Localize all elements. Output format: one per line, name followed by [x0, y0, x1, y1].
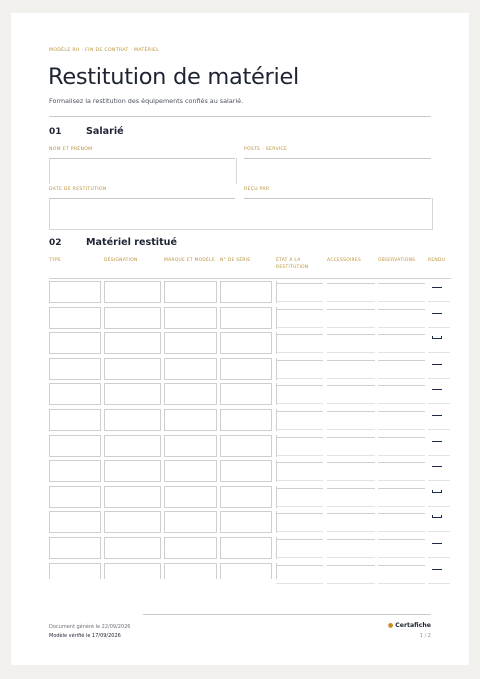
table-line-input[interactable] — [327, 283, 375, 284]
rendu-line — [428, 429, 450, 430]
table-cell-input[interactable] — [164, 281, 217, 303]
table-line-input[interactable] — [276, 309, 323, 310]
table-line-input[interactable] — [378, 557, 425, 558]
rendu-line — [428, 506, 450, 507]
table-line-input[interactable] — [276, 334, 323, 335]
table-line-input[interactable] — [378, 429, 425, 430]
table-cell-input[interactable] — [49, 281, 101, 303]
table-cell-input[interactable] — [220, 409, 272, 431]
table-cell-input[interactable] — [49, 332, 101, 354]
cell-border — [276, 383, 277, 405]
rendu-checkbox[interactable] — [432, 287, 442, 288]
column-header: ÉTAT À LA RESTITUTION — [276, 258, 309, 270]
table-line-input[interactable] — [378, 378, 425, 379]
table-cell-input[interactable] — [104, 281, 161, 303]
table-line-input[interactable] — [378, 506, 425, 507]
section-title: Salarié — [86, 126, 124, 137]
table-line-input[interactable] — [378, 385, 425, 386]
cell-border — [276, 486, 277, 508]
section-number: 02 — [49, 238, 62, 248]
field-label-recu: REÇU PAR — [244, 187, 270, 192]
table-line-input[interactable] — [327, 583, 375, 584]
table-cell-input[interactable] — [49, 409, 101, 431]
brand-name: Certafiche — [395, 622, 431, 629]
table-cell-input[interactable] — [220, 537, 272, 559]
cell-border — [276, 307, 277, 329]
table-cell-input[interactable] — [104, 486, 161, 508]
table-cell-input[interactable] — [220, 435, 272, 457]
table-cell-input[interactable] — [164, 460, 217, 482]
column-header: RENDU — [428, 258, 446, 263]
rendu-checkbox[interactable] — [432, 389, 442, 390]
table-line-input[interactable] — [276, 283, 323, 284]
cell-border — [276, 511, 277, 533]
column-header: MARQUE ET MODÈLE — [164, 258, 215, 263]
column-header: OBSERVATIONS — [378, 258, 416, 263]
rendu-checkbox-empty[interactable] — [432, 492, 442, 493]
table-line-input[interactable] — [378, 488, 425, 489]
table-line-input[interactable] — [378, 437, 425, 438]
table-line-input[interactable] — [378, 334, 425, 335]
table-cell-input[interactable] — [104, 563, 161, 579]
table-line-input[interactable] — [378, 455, 425, 456]
rendu-checkbox[interactable] — [432, 415, 442, 416]
page-title: Restitution de matériel — [48, 64, 299, 90]
table-line-input[interactable] — [327, 309, 375, 310]
page-number: 1 / 2 — [419, 633, 431, 639]
table-cell-input[interactable] — [104, 383, 161, 405]
table-cell-input[interactable] — [220, 332, 272, 354]
table-line-input[interactable] — [276, 301, 323, 302]
table-cell-input[interactable] — [49, 486, 101, 508]
table-cell-input[interactable] — [164, 409, 217, 431]
table-cell-input[interactable] — [164, 307, 217, 329]
table-line-input[interactable] — [378, 480, 425, 481]
cell-border — [276, 460, 277, 482]
table-line-input[interactable] — [378, 411, 425, 412]
table-line-input[interactable] — [327, 480, 375, 481]
rendu-checkbox[interactable] — [432, 364, 442, 365]
column-header: ACCESSOIRES — [327, 258, 362, 263]
table-cell-input[interactable] — [220, 460, 272, 482]
cell-border — [276, 563, 277, 579]
column-header: N° DE SÉRIE — [220, 258, 251, 263]
table-line-input[interactable] — [276, 327, 323, 328]
table-line-input[interactable] — [276, 403, 323, 404]
table-line-input[interactable] — [327, 334, 375, 335]
table-cell-input[interactable] — [220, 383, 272, 405]
table-line-input[interactable] — [378, 513, 425, 514]
table-line-input[interactable] — [378, 309, 425, 310]
footer-verified: Modèle vérifié le 17/09/2026 — [49, 633, 121, 639]
header-divider — [49, 116, 431, 117]
table-line-input[interactable] — [378, 531, 425, 532]
rendu-checkbox[interactable] — [432, 569, 442, 570]
table-cell-input[interactable] — [164, 563, 217, 579]
table-cell-input[interactable] — [104, 409, 161, 431]
rendu-checkbox-empty[interactable] — [432, 517, 442, 518]
cell-border — [276, 281, 277, 303]
table-cell-input[interactable] — [49, 511, 101, 533]
table-line-input[interactable] — [327, 301, 375, 302]
table-cell-input[interactable] — [164, 537, 217, 559]
table-line-input[interactable] — [378, 539, 425, 540]
table-line-input[interactable] — [378, 360, 425, 361]
rendu-line — [428, 531, 450, 532]
table-line-input[interactable] — [276, 583, 323, 584]
table-line-input[interactable] — [276, 360, 323, 361]
table-line-input[interactable] — [276, 488, 323, 489]
table-cell-input[interactable] — [104, 460, 161, 482]
table-line-input[interactable] — [276, 462, 323, 463]
table-line-input[interactable] — [327, 378, 375, 379]
column-header: TYPE — [49, 258, 61, 263]
table-cell-input[interactable] — [49, 435, 101, 457]
table-cell-input[interactable] — [164, 383, 217, 405]
table-line-input[interactable] — [276, 455, 323, 456]
table-line-input[interactable] — [276, 429, 323, 430]
table-line-input[interactable] — [327, 565, 375, 566]
table-line-input[interactable] — [276, 539, 323, 540]
table-line-input[interactable] — [327, 385, 375, 386]
table-line-input[interactable] — [276, 565, 323, 566]
column-header: DÉSIGNATION — [104, 258, 138, 263]
table-line-input[interactable] — [378, 403, 425, 404]
table-cell-input[interactable] — [49, 358, 101, 380]
table-cell-input[interactable] — [164, 332, 217, 354]
rendu-line — [428, 352, 450, 353]
table-cell-input[interactable] — [220, 281, 272, 303]
rendu-checkbox[interactable] — [432, 313, 442, 314]
rendu-line — [428, 455, 450, 456]
table-cell-input[interactable] — [220, 563, 272, 579]
table-cell-input[interactable] — [104, 435, 161, 457]
table-line-input[interactable] — [276, 411, 323, 412]
table-line-input[interactable] — [327, 462, 375, 463]
field-area-date[interactable] — [49, 198, 433, 230]
table-line-input[interactable] — [276, 557, 323, 558]
table-header-divider — [49, 278, 451, 279]
rendu-checkbox-empty[interactable] — [432, 338, 442, 339]
footer-generated: Document généré le 22/09/2026 — [49, 624, 131, 630]
section-title: Matériel restitué — [86, 237, 178, 248]
table-cell-input[interactable] — [49, 537, 101, 559]
table-line-input[interactable] — [276, 513, 323, 514]
table-line-input[interactable] — [327, 506, 375, 507]
table-line-input[interactable] — [276, 437, 323, 438]
table-line-input[interactable] — [327, 557, 375, 558]
rendu-line — [428, 378, 450, 379]
field-label-poste: POSTE · SERVICE — [244, 147, 288, 152]
table-line-input[interactable] — [276, 385, 323, 386]
table-cell-input[interactable] — [220, 486, 272, 508]
table-line-input[interactable] — [378, 462, 425, 463]
rendu-line — [428, 301, 450, 302]
table-line-input[interactable] — [327, 411, 375, 412]
table-line-input[interactable] — [378, 301, 425, 302]
document-page — [11, 13, 469, 665]
table-line-input[interactable] — [276, 506, 323, 507]
table-cell-input[interactable] — [49, 307, 101, 329]
table-cell-input[interactable] — [104, 332, 161, 354]
table-cell-input[interactable] — [164, 435, 217, 457]
section-number: 01 — [49, 127, 62, 137]
table-line-input[interactable] — [327, 488, 375, 489]
table-line-input[interactable] — [378, 565, 425, 566]
table-cell-input[interactable] — [104, 307, 161, 329]
field-area-nom[interactable] — [49, 158, 237, 184]
cell-border — [276, 409, 277, 431]
table-cell-input[interactable] — [164, 511, 217, 533]
rendu-checkbox[interactable] — [432, 466, 442, 467]
table-line-input[interactable] — [276, 531, 323, 532]
table-line-input[interactable] — [327, 531, 375, 532]
field-input-poste[interactable] — [244, 158, 431, 159]
table-line-input[interactable] — [327, 429, 375, 430]
page-subtitle: Formalisez la restitution des équipements confiés au salarié. — [49, 97, 244, 105]
brand-logo: ● Certafiche — [387, 622, 431, 629]
table-line-input[interactable] — [327, 539, 375, 540]
table-cell-input[interactable] — [104, 537, 161, 559]
table-line-input[interactable] — [378, 283, 425, 284]
rendu-line — [428, 403, 450, 404]
table-cell-input[interactable] — [49, 460, 101, 482]
rendu-line — [428, 327, 450, 328]
table-line-input[interactable] — [276, 480, 323, 481]
table-line-input[interactable] — [378, 352, 425, 353]
table-line-input[interactable] — [327, 352, 375, 353]
table-line-input[interactable] — [327, 360, 375, 361]
table-cell-input[interactable] — [220, 307, 272, 329]
field-label-date: DATE DE RESTITUTION — [49, 187, 107, 192]
table-line-input[interactable] — [276, 378, 323, 379]
rendu-line — [428, 583, 450, 584]
field-label-nom: NOM ET PRÉNOM — [49, 147, 93, 152]
cell-border — [276, 435, 277, 457]
table-cell-input[interactable] — [220, 358, 272, 380]
table-line-input[interactable] — [378, 327, 425, 328]
rendu-line — [428, 480, 450, 481]
table-line-input[interactable] — [327, 455, 375, 456]
document-eyebrow: MODÈLE RH · FIN DE CONTRAT · MATÉRIEL — [49, 48, 160, 53]
rendu-checkbox[interactable] — [432, 441, 442, 442]
table-line-input[interactable] — [276, 352, 323, 353]
rendu-checkbox[interactable] — [432, 543, 442, 544]
table-line-input[interactable] — [327, 327, 375, 328]
rendu-line — [428, 557, 450, 558]
table-cell-input[interactable] — [220, 511, 272, 533]
table-cell-input[interactable] — [49, 383, 101, 405]
table-line-input[interactable] — [327, 403, 375, 404]
table-line-input[interactable] — [327, 513, 375, 514]
table-line-input[interactable] — [378, 583, 425, 584]
table-cell-input[interactable] — [164, 358, 217, 380]
table-cell-input[interactable] — [104, 358, 161, 380]
cell-border — [276, 332, 277, 354]
table-line-input[interactable] — [327, 437, 375, 438]
table-cell-input[interactable] — [164, 486, 217, 508]
table-cell-input[interactable] — [49, 563, 101, 579]
footer-divider — [143, 614, 431, 615]
cell-border — [276, 358, 277, 380]
table-cell-input[interactable] — [104, 511, 161, 533]
cell-border — [276, 537, 277, 559]
